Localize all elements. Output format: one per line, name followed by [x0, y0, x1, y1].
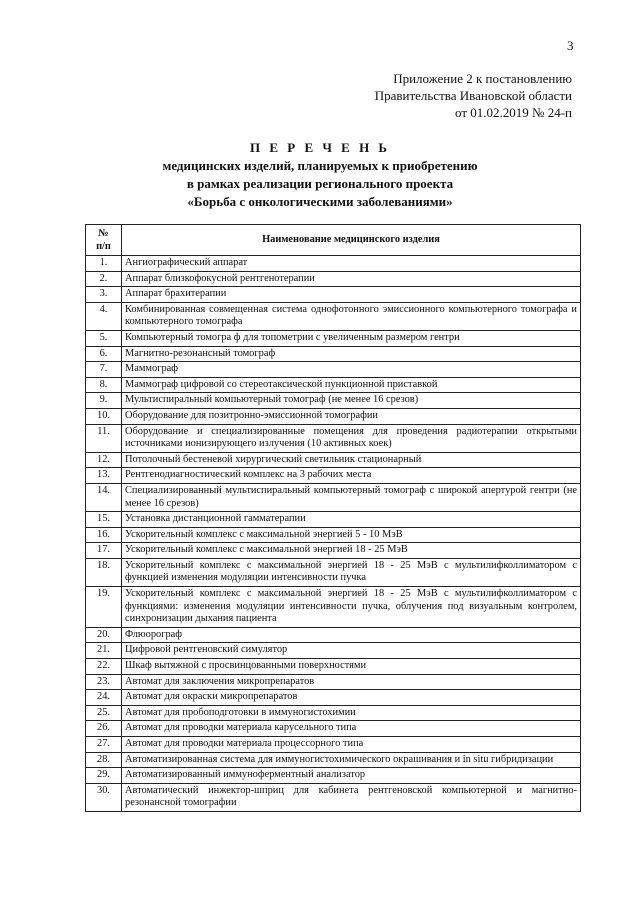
row-number: 21. [86, 643, 122, 659]
table-row [86, 643, 581, 659]
table-row [86, 362, 581, 378]
device-name: Аппарат близкофокусной рентгенотерапии [122, 271, 581, 287]
table-row [86, 737, 581, 753]
appendix-reference [375, 70, 572, 121]
device-name: Магнитно-резонансный томограф [122, 346, 581, 362]
device-name: Автомат для проводки материала карусельного типа [122, 721, 581, 737]
table-row [86, 393, 581, 409]
row-number: 30. [86, 783, 122, 811]
title-subtitle [0, 157, 640, 211]
device-name: Аппарат брахитерапии [122, 287, 581, 303]
device-name: Установка дистанционной гамматерапии [122, 512, 581, 528]
device-name: Автомат для окраски микропрепаратов [122, 690, 581, 706]
appendix-line-3: от 01.02.2019 № 24-п [455, 105, 572, 120]
appendix-line-2: Правительства Ивановской области [374, 88, 572, 103]
row-number: 2. [86, 271, 122, 287]
row-number: 4. [86, 302, 122, 330]
table-row [86, 287, 581, 303]
device-name: Специализированный мультиспиральный компьютерный томограф с широкой апертурой гентри (не менее 16 срезов) [122, 483, 581, 511]
device-name: Автоматизированный иммуноферментный анализатор [122, 768, 581, 784]
device-name: Потолочный бестеневой хирургический светильник стационарный [122, 452, 581, 468]
row-number: 17. [86, 543, 122, 559]
table-row [86, 659, 581, 675]
row-number: 29. [86, 768, 122, 784]
device-name: Рентгенодиагностический комплекс на 3 рабочих места [122, 468, 581, 484]
document-title [0, 139, 640, 211]
row-number: 14. [86, 483, 122, 511]
table-row [86, 408, 581, 424]
row-number: 24. [86, 690, 122, 706]
device-name: Оборудование и специализированные помещения для проведения радиотерапии открытыми источниками ионизирующего излучения (10 активных коек) [122, 424, 581, 452]
row-number: 22. [86, 659, 122, 675]
row-number: 7. [86, 362, 122, 378]
row-number: 3. [86, 287, 122, 303]
table-row [86, 468, 581, 484]
device-name: Комбинированная совмещенная система однофотонного эмиссионного компьютерного томографа и компьютерного томографа [122, 302, 581, 330]
row-number: 15. [86, 512, 122, 528]
device-name: Маммограф цифровой со стереотаксической пункционной приставкой [122, 377, 581, 393]
row-number: 9. [86, 393, 122, 409]
table-row [86, 302, 581, 330]
table-row [86, 752, 581, 768]
table-row [86, 705, 581, 721]
device-name: Цифровой рентгеновский симулятор [122, 643, 581, 659]
row-number: 8. [86, 377, 122, 393]
appendix-line-1: Приложение 2 к постановлению [393, 71, 572, 86]
device-name: Флюорограф [122, 627, 581, 643]
device-name: Ангиографический аппарат [122, 256, 581, 272]
device-name: Автомат для проводки материала процессорного типа [122, 737, 581, 753]
device-name: Компьютерный томогра ф для топометрии с увеличенным размером гентри [122, 330, 581, 346]
device-name: Автоматизированная система для иммуногистохимического окрашивания и in situ гибридизации [122, 752, 581, 768]
row-number: 28. [86, 752, 122, 768]
table-row [86, 271, 581, 287]
device-name: Маммограф [122, 362, 581, 378]
table-row [86, 783, 581, 811]
row-number: 16. [86, 527, 122, 543]
device-name: Автомат для пробоподготовки в иммуногистохимии [122, 705, 581, 721]
device-name: Ускорительный комплекс с максимальной энергией 5 - 10 МэВ [122, 527, 581, 543]
table-row [86, 543, 581, 559]
column-header-number-line-2: п/п [96, 241, 111, 252]
table-row [86, 256, 581, 272]
table-row [86, 483, 581, 511]
row-number: 19. [86, 587, 122, 628]
device-name: Ускорительный комплекс с максимальной энергией 18 - 25 МэВ с мультилифколлиматором с функциями: изменения модуляции интенсивности пучка, облучения под визуальным контролем, синхронизации дыхания пациента [122, 587, 581, 628]
subtitle-line-3: «Борьба с онкологическими заболеваниями» [187, 194, 453, 209]
table-row [86, 424, 581, 452]
title-main: П Е Р Е Ч Е Н Ь [249, 140, 391, 155]
row-number: 13. [86, 468, 122, 484]
table-row [86, 768, 581, 784]
table-row [86, 377, 581, 393]
row-number: 12. [86, 452, 122, 468]
table-row [86, 721, 581, 737]
row-number: 26. [86, 721, 122, 737]
row-number: 5. [86, 330, 122, 346]
row-number: 10. [86, 408, 122, 424]
table-row [86, 674, 581, 690]
table-row [86, 527, 581, 543]
table-row [86, 330, 581, 346]
column-header-number-line-1: № [98, 228, 109, 239]
table-row [86, 452, 581, 468]
row-number: 11. [86, 424, 122, 452]
device-name: Оборудование для позитронно-эмиссионной томографии [122, 408, 581, 424]
subtitle-line-1: медицинских изделий, планируемых к приобретению [162, 158, 478, 173]
column-header-number [86, 225, 122, 256]
row-number: 18. [86, 558, 122, 586]
device-name: Шкаф вытяжной с просвинцованными поверхностями [122, 659, 581, 675]
row-number: 27. [86, 737, 122, 753]
table-body [86, 256, 581, 812]
row-number: 23. [86, 674, 122, 690]
table-row [86, 346, 581, 362]
table-row [86, 512, 581, 528]
device-name: Ускорительный комплекс с максимальной энергией 18 - 25 МэВ [122, 543, 581, 559]
device-name: Ускорительный комплекс с максимальной энергией 18 - 25 МэВ с мультилифколлиматором с функцией изменения модуляции интенсивности пучка [122, 558, 581, 586]
table-row [86, 558, 581, 586]
row-number: 1. [86, 256, 122, 272]
page-number: 3 [567, 38, 574, 53]
device-name: Мультиспиральный компьютерный томограф (не менее 16 срезов) [122, 393, 581, 409]
table-row [86, 587, 581, 628]
row-number: 6. [86, 346, 122, 362]
table-row [86, 690, 581, 706]
subtitle-line-2: в рамках реализации регионального проекта [186, 176, 454, 191]
device-name: Автомат для заключения микропрепаратов [122, 674, 581, 690]
column-header-name: Наименование медицинского изделия [122, 225, 581, 256]
row-number: 25. [86, 705, 122, 721]
table-row [86, 627, 581, 643]
table-header-row [86, 225, 581, 256]
row-number: 20. [86, 627, 122, 643]
medical-devices-table [85, 224, 581, 812]
device-name: Автоматический инжектор-шприц для кабинета рентгеновской компьютерной и магнитно-резонансной томографии [122, 783, 581, 811]
